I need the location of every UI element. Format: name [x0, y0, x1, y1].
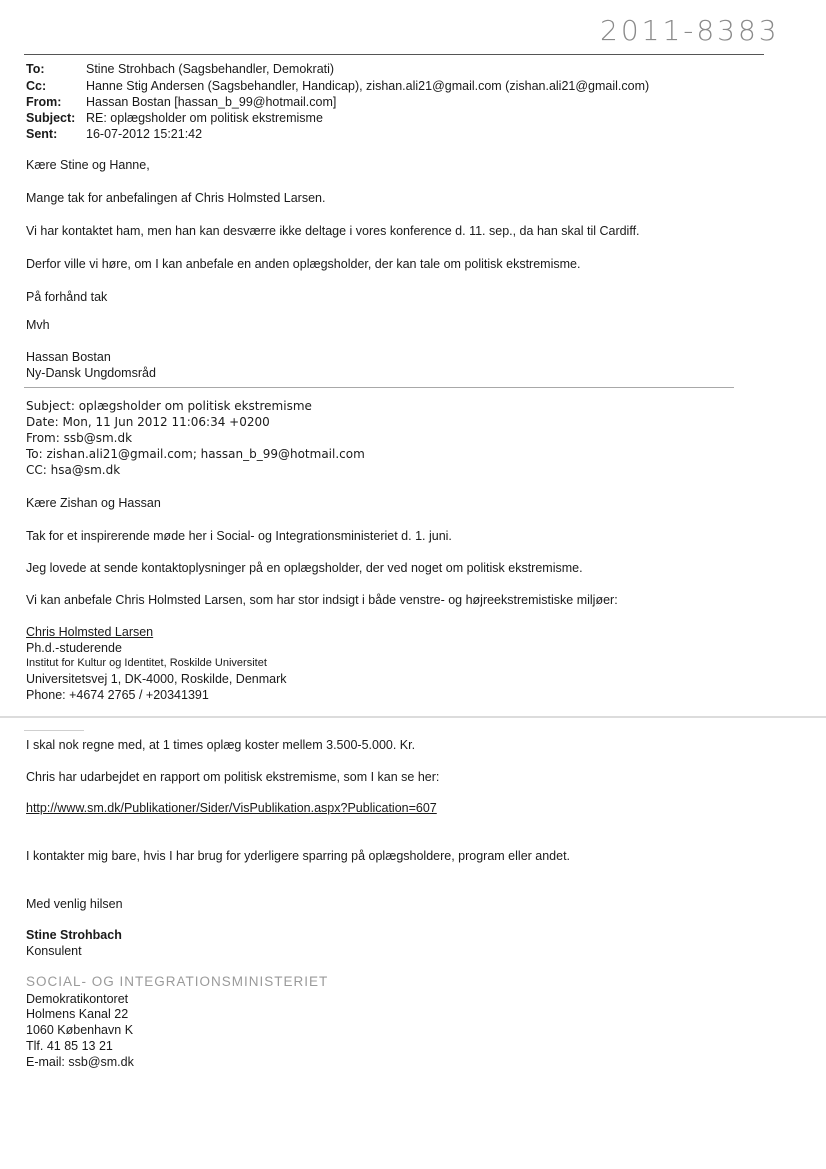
orig-subject-line: Subject: oplægsholder om politisk ekstremisme: [26, 399, 312, 413]
subject-value: RE: oplægsholder om politisk ekstremisme: [86, 111, 323, 125]
contact-phone: Phone: +4674 2765 / +20341391: [26, 688, 209, 702]
scan-mark: [24, 730, 84, 731]
publication-link[interactable]: http://www.sm.dk/Publikationer/Sider/VisPublikation.aspx?Publication=607: [26, 801, 437, 815]
reply-paragraph-2: Vi har kontaktet ham, men han kan desværre ikke deltage i vores konference d. 11. sep., da han skal til Cardiff.: [26, 224, 640, 238]
orig-paragraph-2: Jeg lovede at sende kontaktoplysninger på en oplægsholder, der ved noget om politisk ekstremisme.: [26, 561, 583, 575]
reply-paragraph-1: Mange tak for anbefalingen af Chris Holmsted Larsen.: [26, 191, 326, 205]
case-number-stamp: 2011-8383: [600, 14, 780, 47]
from-label: From:: [26, 95, 62, 109]
office-email: E-mail: ssb@sm.dk: [26, 1055, 134, 1069]
orig-to-line: To: zishan.ali21@gmail.com; hassan_b_99@hotmail.com: [26, 447, 365, 461]
orig-cc-line: CC: hsa@sm.dk: [26, 463, 121, 477]
contact-address: Universitetsvej 1, DK-4000, Roskilde, Denmark: [26, 672, 287, 686]
header-top-rule: [24, 54, 764, 55]
orig-paragraph-4: I skal nok regne med, at 1 times oplæg koster mellem 3.500-5.000. Kr.: [26, 738, 416, 752]
orig-greeting: Kære Zishan og Hassan: [26, 496, 161, 510]
sender-name: Stine Strohbach: [26, 928, 122, 942]
orig-closing: Med venlig hilsen: [26, 897, 123, 911]
ministry-name: SOCIAL- OG INTEGRATIONSMINISTERIET: [26, 974, 329, 989]
to-label: To:: [26, 62, 45, 76]
contact-institution: Institut for Kultur og Identitet, Roskilde Universitet: [26, 657, 267, 669]
from-value: Hassan Bostan [hassan_b_99@hotmail.com]: [86, 95, 337, 109]
subject-label: Subject:: [26, 111, 76, 125]
office-city: 1060 København K: [26, 1023, 134, 1037]
reply-paragraph-4: På forhånd tak: [26, 290, 108, 304]
reply-paragraph-5: Mvh: [26, 318, 50, 332]
orig-paragraph-5: Chris har udarbejdet en rapport om politisk ekstremisme, som I kan se her:: [26, 770, 440, 784]
cc-label: Cc:: [26, 79, 47, 93]
to-value: Stine Strohbach (Sagsbehandler, Demokrati): [86, 62, 335, 76]
office-phone: Tlf. 41 85 13 21: [26, 1039, 113, 1053]
contact-title: Ph.d.-studerende: [26, 641, 122, 655]
reply-signature-org: Ny-Dansk Ungdomsråd: [26, 366, 156, 380]
quote-separator: [24, 387, 734, 388]
orig-paragraph-1: Tak for et inspirerende møde her i Social- og Integrationsministeriet d. 1. juni.: [26, 529, 452, 543]
reply-signature-name: Hassan Bostan: [26, 350, 111, 364]
orig-date-line: Date: Mon, 11 Jun 2012 11:06:34 +0200: [26, 415, 270, 429]
office-name: Demokratikontoret: [26, 992, 129, 1006]
reply-greeting: Kære Stine og Hanne,: [26, 158, 150, 172]
cc-value: Hanne Stig Andersen (Sagsbehandler, Handicap), zishan.ali21@gmail.com (zishan.ali21@gmail.com): [86, 79, 650, 93]
scan-band: [0, 716, 826, 718]
orig-paragraph-3: Vi kan anbefale Chris Holmsted Larsen, som har stor indsigt i både venstre- og højreekstremistiske miljøer:: [26, 593, 618, 607]
reply-paragraph-3: Derfor ville vi høre, om I kan anbefale en anden oplægsholder, der kan tale om politisk ekstremisme.: [26, 257, 581, 271]
orig-from-line: From: ssb@sm.dk: [26, 431, 133, 445]
sent-label: Sent:: [26, 127, 58, 141]
contact-name: Chris Holmsted Larsen: [26, 625, 154, 639]
office-street: Holmens Kanal 22: [26, 1007, 129, 1021]
orig-paragraph-6: I kontakter mig bare, hvis I har brug for yderligere sparring på oplægsholdere, program eller andet.: [26, 849, 571, 863]
sent-value: 16-07-2012 15:21:42: [86, 127, 203, 141]
sender-title: Konsulent: [26, 944, 82, 958]
